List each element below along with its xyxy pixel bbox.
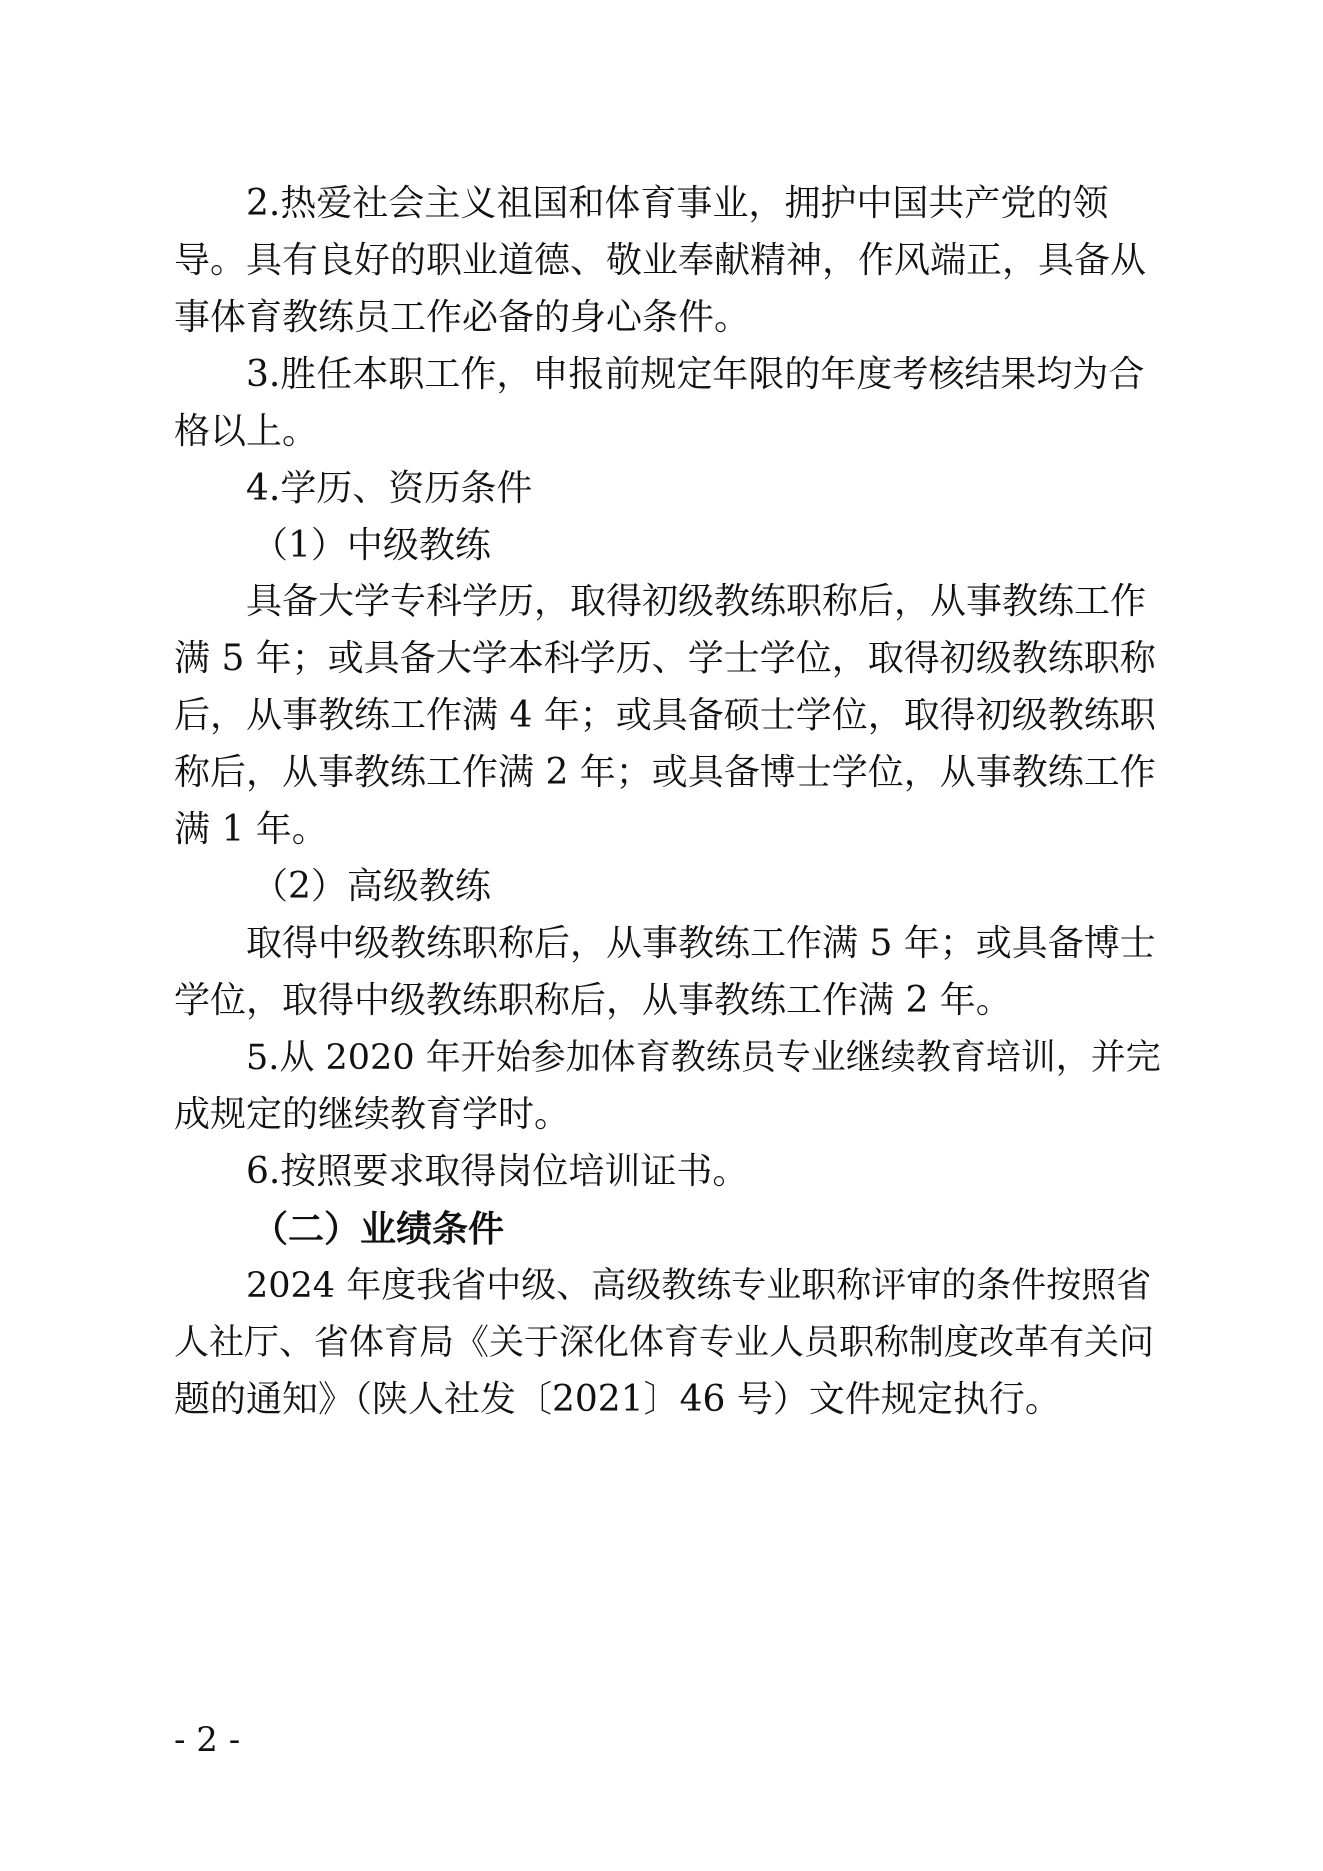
paragraph-line: 取得中级教练职称后，从事教练工作满 5 年；或具备博士: [246, 923, 1156, 964]
paragraph-line: 题的通知》（陕人社发〔2021〕46 号）文件规定执行。: [174, 1379, 1061, 1420]
subheading: （2）高级教练: [252, 866, 491, 907]
paragraph-line: 学位，取得中级教练职称后，从事教练工作满 2 年。: [174, 980, 1012, 1021]
section-heading: （二）业绩条件: [252, 1208, 505, 1250]
paragraph-line: 2.热爱社会主义祖国和体育事业，拥护中国共产党的领: [246, 183, 1109, 224]
paragraph-line: 具备大学专科学历，取得初级教练职称后，从事教练工作: [246, 581, 1147, 622]
paragraph-line: 事体育教练员工作必备的身心条件。: [174, 297, 751, 338]
paragraph-line: 成规定的继续教育学时。: [174, 1094, 571, 1135]
paragraph-line: 格以上。: [174, 411, 319, 452]
paragraph-line: 4.学历、资历条件: [246, 468, 533, 509]
paragraph-line: 5.从 2020 年开始参加体育教练员专业继续教育培训，并完: [246, 1038, 1161, 1078]
paragraph-line: 2024 年度我省中级、高级教练专业职称评审的条件按照省: [246, 1266, 1152, 1306]
paragraph-line: 人社厅、省体育局《关于深化体育专业人员职称制度改革有关问: [174, 1323, 1155, 1363]
subheading: （1）中级教练: [252, 525, 491, 566]
paragraph-line: 后，从事教练工作满 4 年；或具备硕士学位，取得初级教练职: [174, 695, 1156, 736]
paragraph-line: 导。具有良好的职业道德、敬业奉献精神，作风端正，具备从: [174, 240, 1147, 281]
paragraph-line: 满 5 年；或具备大学本科学历、学士学位，取得初级教练职称: [174, 638, 1156, 679]
paragraph-line: 满 1 年。: [174, 809, 328, 850]
paragraph-line: 3.胜任本职工作，申报前规定年限的年度考核结果均为合: [246, 354, 1145, 395]
paragraph-line: 6.按照要求取得岗位培训证书。: [246, 1151, 749, 1192]
page-number: - 2 -: [174, 1720, 241, 1760]
paragraph-line: 称后，从事教练工作满 2 年；或具备博士学位，从事教练工作: [174, 752, 1156, 793]
